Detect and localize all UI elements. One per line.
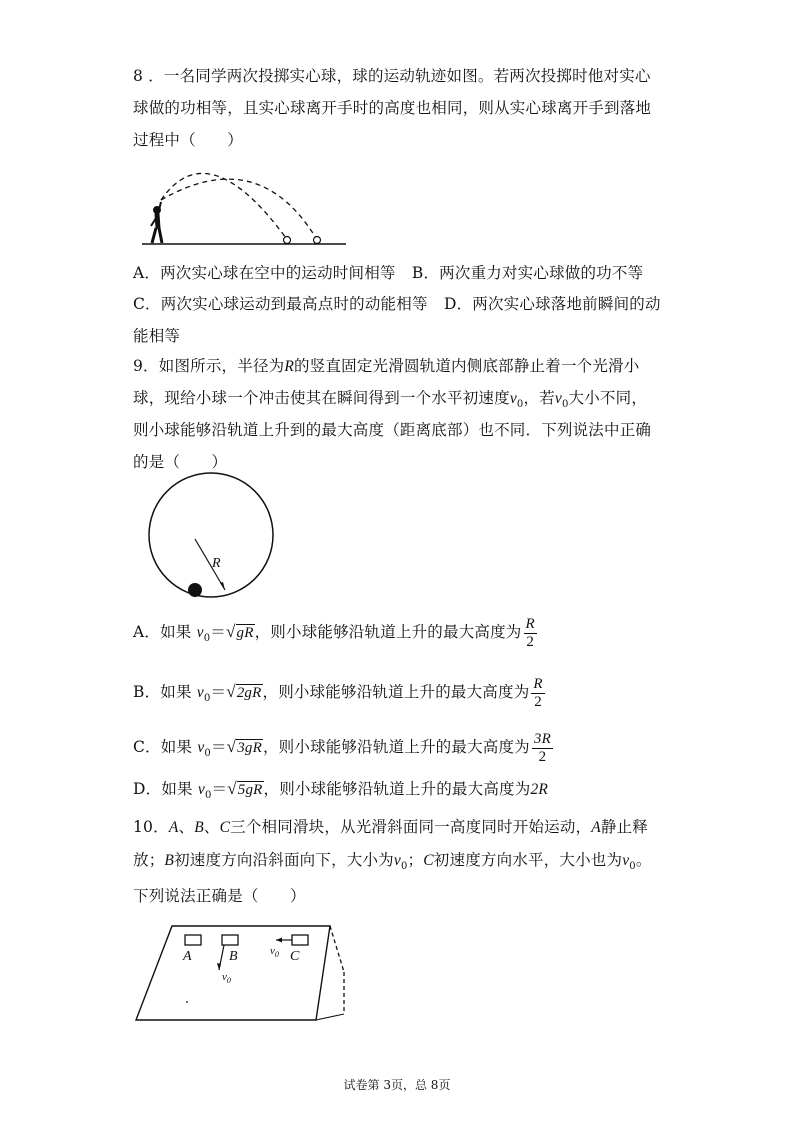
q9-option-b: B．如果 $v_0=√2gR$，则小球能够沿轨道上升的最大高度为 $\frac{R}{2}$ (133, 675, 543, 710)
v0-label-c: $v_0$ (270, 945, 279, 959)
q8-trajectory-figure (138, 150, 350, 250)
q8-option-d-cont: 能相等 (133, 327, 181, 345)
q8-option-b: B．两次重力对实心球做的功不等 (411, 264, 644, 282)
block-b-label: B (229, 949, 238, 964)
q9-circle-track-figure (132, 472, 290, 602)
q9-radius-label: R (212, 556, 221, 571)
q9-option-c: C．如果 $v_0=√3gR$，则小球能够沿轨道上升的最大高度为 $\frac{3R}{2}$ (133, 730, 551, 765)
q8-stem-line2: 球做的功相等，且实心球离开手时的高度也相同，则从实心球离开手到落地 (133, 99, 652, 117)
page-footer: 试卷第 3页，总 8页 (343, 1078, 451, 1092)
q8-stem-line3: 过程中（ ） (133, 131, 243, 149)
q9-stem-line1: 9．如图所示，半径为R的竖直固定光滑圆轨道内侧底部静止着一个光滑小 (133, 357, 640, 375)
q9-option-a: A．如果 $v_0=√gR$，则小球能够沿轨道上升的最大高度为 $\frac{R}{2}$ (133, 615, 535, 650)
q10-stem-line2: 放；B初速度方向沿斜面向下，大小为$v_0$；C初速度方向水平，大小也为$v_0$。 (133, 851, 652, 873)
q10-incline-figure (132, 918, 364, 1024)
q8-stem-line1: 8 ．一名同学两次投掷实心球，球的运动轨迹如图。若两次投掷时他对实心 (133, 67, 651, 85)
block-c-label: C (290, 949, 300, 964)
v0-label-b: $v_0$ (222, 971, 231, 985)
q10-stem-line3: 下列说法正确是（ ） (133, 887, 306, 905)
q8-options-row2 (133, 294, 661, 314)
q8-option-d: D．两次实心球落地前瞬间的动 (443, 295, 661, 313)
q9-option-d: D．如果 $v_0=√5gR$，则小球能够沿轨道上升的最大高度为2R (133, 779, 549, 802)
q9-stem-line4: 的是（ ） (133, 453, 228, 471)
q10-stem-line1: 10．A、B、C三个相同滑块，从光滑斜面同一高度同时开始运动，A静止释 (133, 818, 649, 836)
q8-options-row1 (133, 263, 643, 283)
q9-stem-line2: 球，现给小球一个冲击使其在瞬间得到一个水平初速度$v_0$，若$v_0$大小不同， (133, 389, 648, 411)
block-a-label: A (183, 949, 192, 964)
q9-stem-line3: 则小球能够沿轨道上升到的最大高度（距离底部）也不同．下列说法中正确 (133, 421, 652, 439)
q8-option-a: A．两次实心球在空中的运动时间相等 (133, 264, 396, 282)
q8-option-c: C．两次实心球运动到最高点时的动能相等 (133, 295, 428, 313)
